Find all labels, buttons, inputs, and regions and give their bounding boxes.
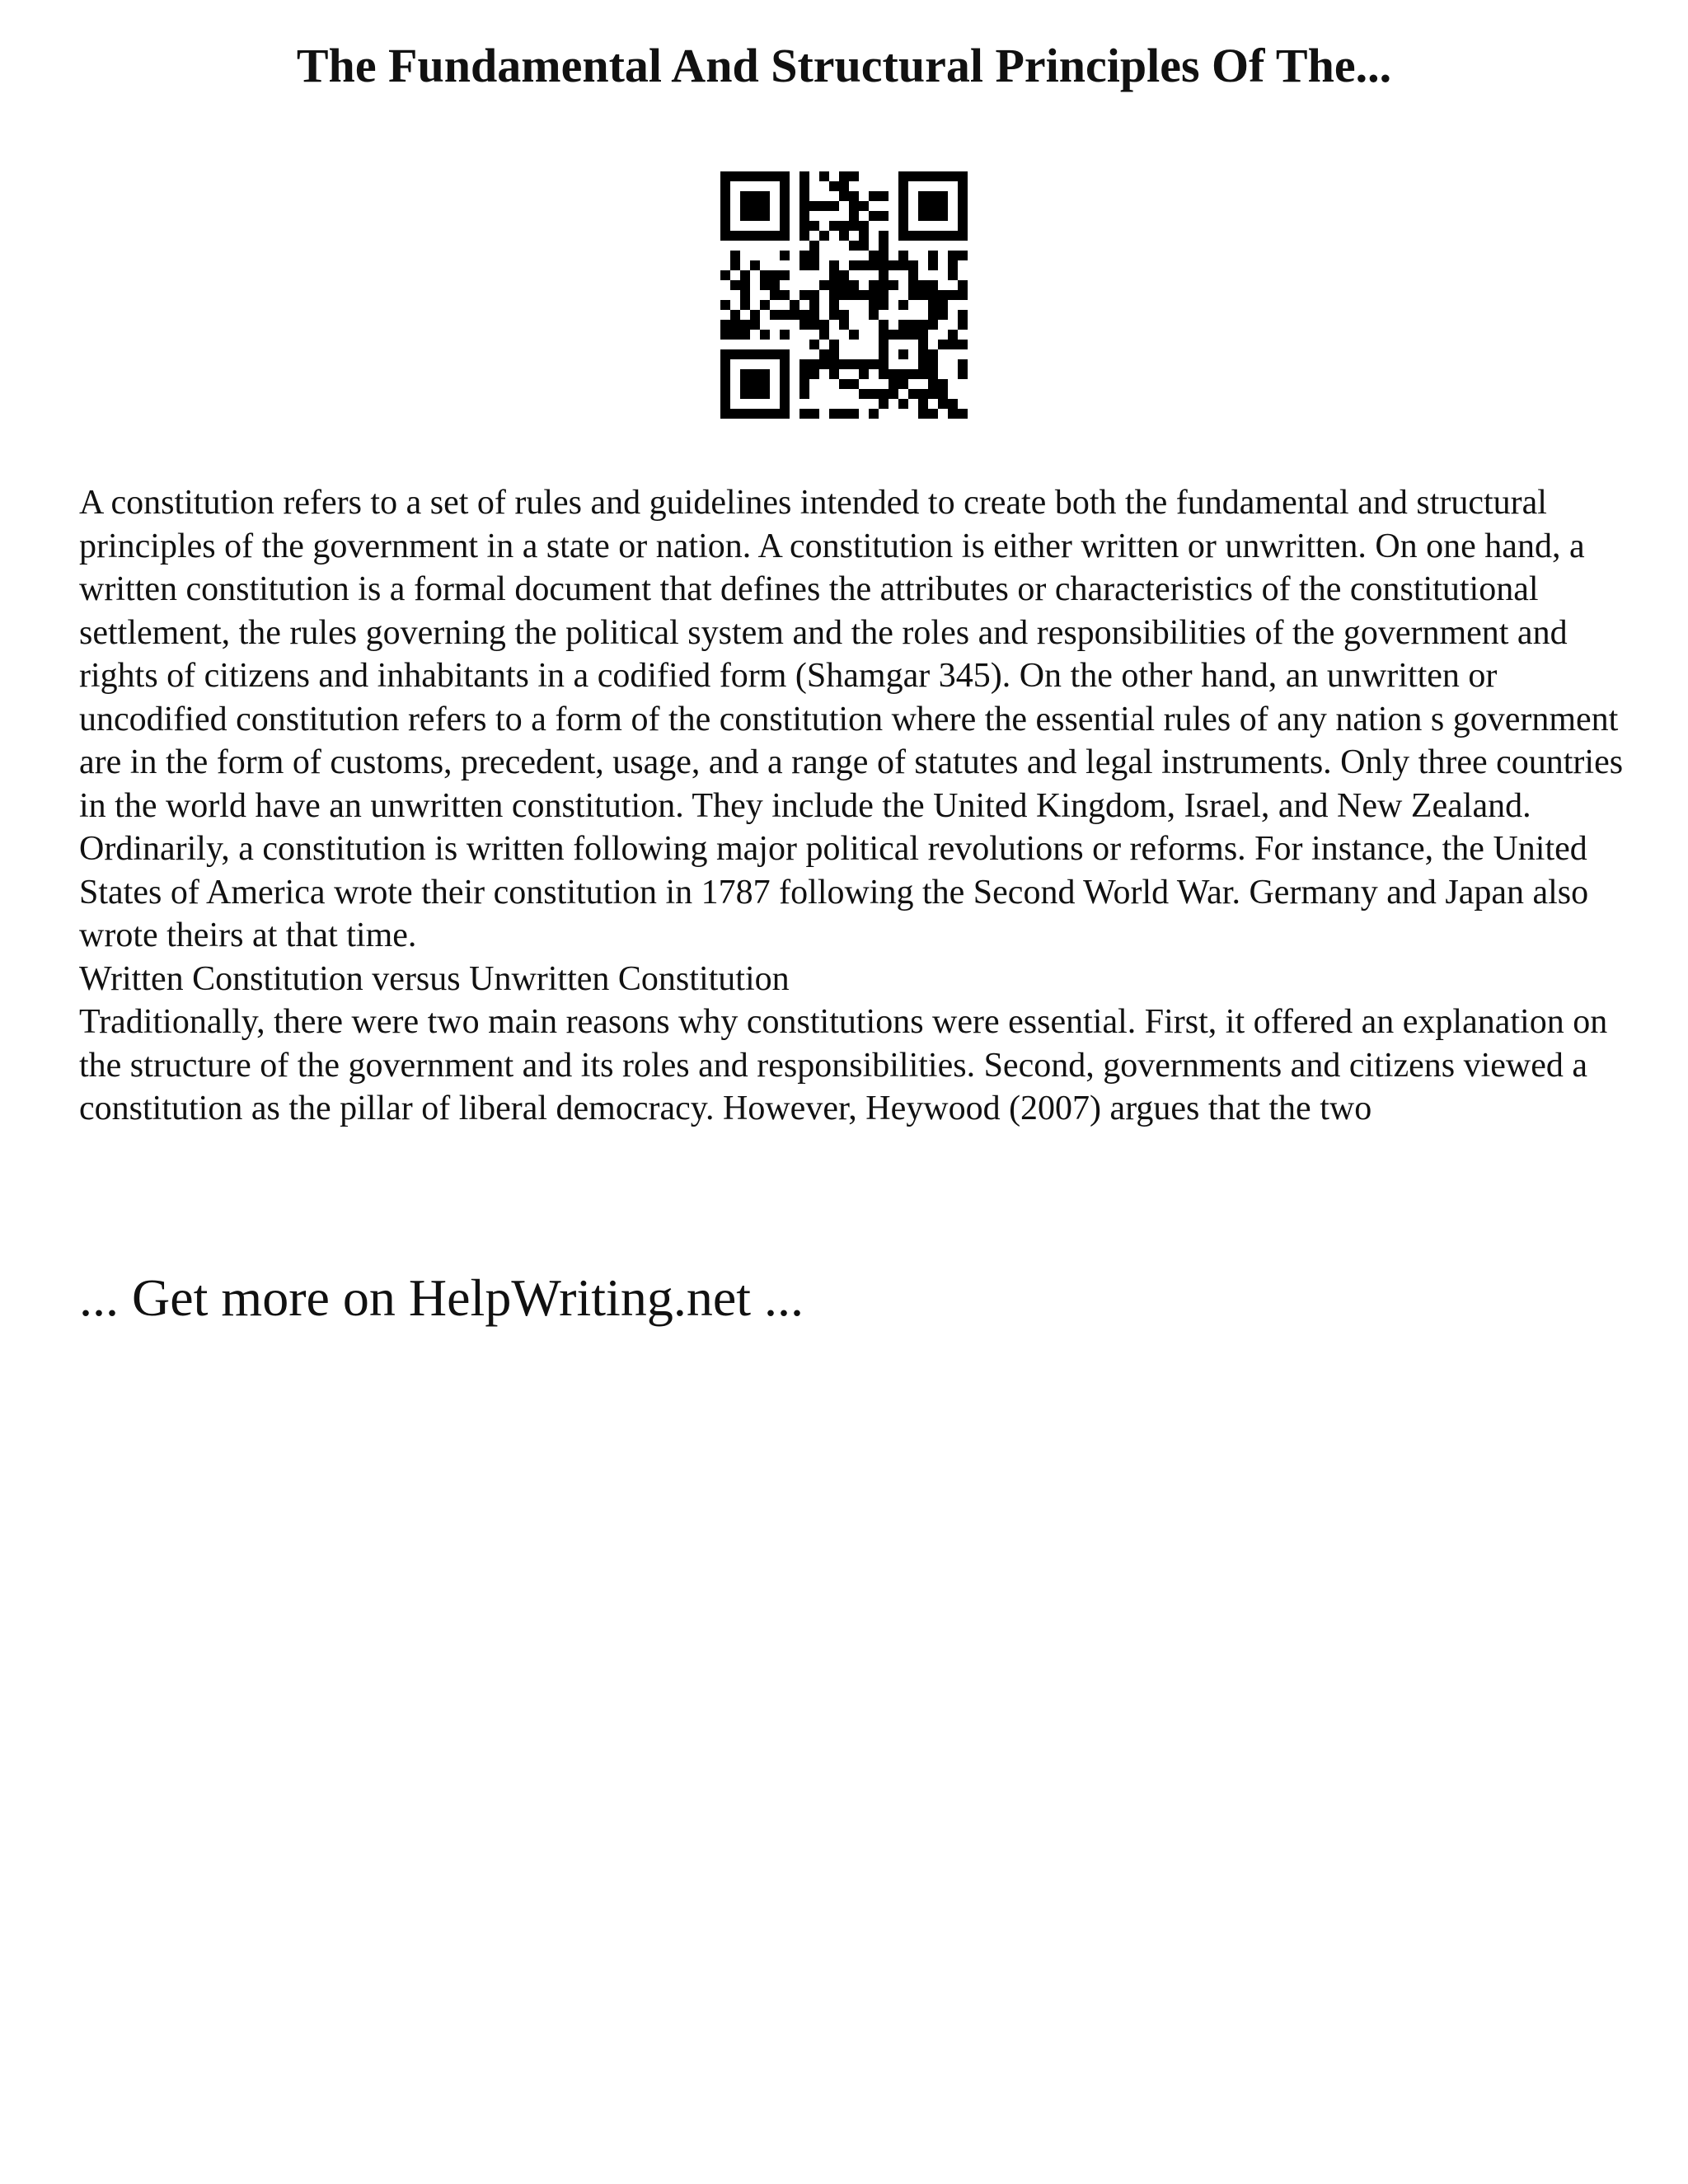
document-title: The Fundamental And Structural Principles Of The...	[296, 39, 1392, 92]
qr-code-icon	[720, 171, 968, 419]
section-subheading: Written Constitution versus Unwritten Constitution	[79, 959, 790, 998]
body-paragraph: Traditionally, there were two main reasons why constitutions were essential. First, it offered an explanation on the structure of the government and its roles and responsibilities. Second, governments and citizens viewed a constitution as the pillar of liberal democracy. However, Heywood (2007) argues that the two	[79, 1003, 1608, 1127]
document-body	[79, 481, 1629, 1131]
body-paragraph: A constitution refers to a set of rules and guidelines intended to create both the fundamental and structural principles of the government in a state or nation. A constitution is either written or unwritten. On one hand, a written constitution is a formal document that defines the attributes or characteristics of the constitutional settlement, the rules governing the political system and the roles and responsibilities of the government and rights of citizens and inhabitants in a codified form (Shamgar 345). On the other hand, an unwritten or uncodified constitution refers to a form of the constitution where the essential rules of any nation s government are in the form of customs, precedent, usage, and a range of statutes and legal instruments. Only three countries in the world have an unwritten constitution. They include the United Kingdom, Israel, and New Zealand. Ordinarily, a constitution is written following major political revolutions or reforms. For instance, the United States of America wrote their constitution in 1787 following the Second World War. Germany and Japan also wrote theirs at that time.	[79, 484, 1624, 954]
get-more-link[interactable]: ... Get more on HelpWriting.net ...	[79, 1268, 804, 1327]
